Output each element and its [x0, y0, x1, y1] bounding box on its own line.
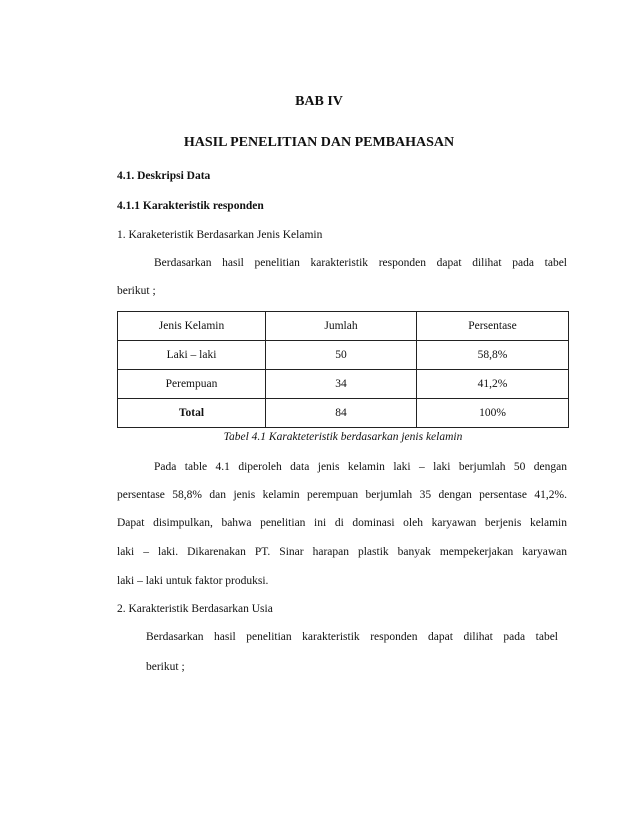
section-heading-4-1-1: 4.1.1 Karakteristik responden	[117, 200, 264, 212]
chapter-title: HASIL PENELITIAN DAN PEMBAHASAN	[183, 135, 455, 150]
table-cell: 84	[266, 399, 417, 428]
paragraph-line: berikut ;	[146, 661, 185, 673]
paragraph-line: Dapat disimpulkan, bahwa penelitian ini di dominasi oleh karyawan berjenis kelamin	[117, 517, 567, 529]
table-row-total	[118, 399, 569, 428]
paragraph-line: Berdasarkan hasil penelitian karakteristik responden dapat dilihat pada tabel	[154, 257, 567, 269]
paragraph-line: Pada table 4.1 diperoleh data jenis kelamin laki – laki berjumlah 50 dengan	[154, 461, 567, 473]
table-cell: 58,8%	[417, 341, 569, 370]
paragraph-line: persentase 58,8% dan jenis kelamin perempuan berjumlah 35 dengan persentase 41,2%.	[117, 489, 567, 501]
table-header-cell: Persentase	[417, 312, 569, 341]
table-cell: Perempuan	[118, 370, 266, 399]
table-row	[118, 370, 569, 399]
table-cell: 50	[266, 341, 417, 370]
table-cell: Laki – laki	[118, 341, 266, 370]
table-header-row	[118, 312, 569, 341]
table-caption: Tabel 4.1 Karakteteristik berdasarkan jenis kelamin	[223, 431, 463, 443]
chapter-number: BAB IV	[295, 94, 343, 109]
table-row	[118, 341, 569, 370]
paragraph-line: berikut ;	[117, 285, 156, 297]
table-header-cell: Jumlah	[266, 312, 417, 341]
item-heading-age: 2. Karakteristik Berdasarkan Usia	[117, 603, 273, 615]
paragraph-line: Berdasarkan hasil penelitian karakteristik responden dapat dilihat pada tabel	[146, 631, 558, 643]
table-cell: 41,2%	[417, 370, 569, 399]
paragraph-line: laki – laki untuk faktor produksi.	[117, 575, 269, 587]
gender-table	[117, 311, 569, 428]
item-heading-gender: 1. Karaketeristik Berdasarkan Jenis Kelamin	[117, 229, 323, 241]
table-header-cell: Jenis Kelamin	[118, 312, 266, 341]
table-cell: Total	[118, 399, 266, 428]
table-cell: 100%	[417, 399, 569, 428]
table-cell: 34	[266, 370, 417, 399]
paragraph-line: laki – laki. Dikarenakan PT. Sinar harapan plastik banyak mempekerjakan karyawan	[117, 546, 567, 558]
section-heading-4-1: 4.1. Deskripsi Data	[117, 170, 211, 182]
